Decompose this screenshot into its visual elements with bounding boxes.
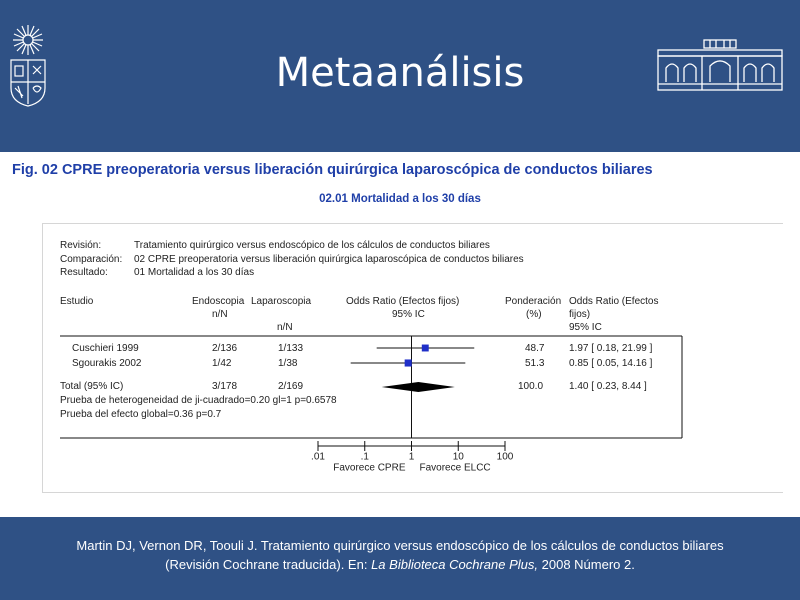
col-header-odds-ratio: Odds Ratio (Efectos fijos)	[346, 296, 460, 307]
x-axis-tick-label: .1	[360, 451, 369, 463]
figure-subtitle: 02.01 Mortalidad a los 30 días	[319, 193, 481, 205]
x-axis-tick-label: .01	[311, 451, 325, 463]
col-header-endoscopia-nn: n/N	[212, 309, 228, 320]
figure-title: Fig. 02 CPRE preoperatoria versus liberación quirúrgica laparoscópica de conductos biliares	[12, 162, 653, 178]
total-weight: 100.0	[518, 381, 544, 392]
col-header-estudio: Estudio	[60, 296, 94, 307]
col-header-laparoscopia-nn: n/N	[277, 322, 293, 333]
row-ci-text: 0.85 [ 0.05, 14.16 ]	[569, 358, 653, 369]
col-header-laparoscopia: Laparoscopia	[251, 296, 312, 307]
col-header-ponderacion: Ponderación	[505, 296, 562, 307]
resultado-label: Resultado:	[60, 267, 108, 278]
total-lap-nn: 2/169	[278, 381, 304, 392]
total-ci-text: 1.40 [ 0.23, 8.44 ]	[569, 381, 647, 392]
favorece-elcc-label: Favorece ELCC	[419, 462, 491, 474]
citation-issue: 2008 Número 2.	[541, 557, 635, 572]
revision-label: Revisión:	[60, 240, 102, 251]
row-ci-text: 1.97 [ 0.18, 21.99 ]	[569, 343, 653, 354]
comparacion-label: Comparación:	[60, 254, 123, 265]
resultado-value: 01 Mortalidad a los 30 días	[134, 267, 255, 278]
slide-title: Metaanálisis	[275, 50, 525, 96]
comparacion-value: 02 CPRE preoperatoria versus liberación quirúrgica laparoscópica de conductos biliares	[134, 254, 524, 265]
x-axis-tick-label: 10	[452, 451, 464, 463]
citation-journal: La Biblioteca Cochrane Plus,	[371, 557, 539, 572]
row-endo-nn: 1/42	[212, 358, 232, 369]
row-weight: 48.7	[525, 343, 545, 354]
row-lap-nn: 1/38	[278, 358, 298, 369]
row-weight: 51.3	[525, 358, 545, 369]
favorece-cpre-label: Favorece CPRE	[333, 462, 406, 474]
col-header-odds-ratio-2-ic: 95% IC	[569, 322, 602, 333]
col-header-odds-ratio-2: Odds Ratio (Efectos	[569, 296, 659, 307]
row-lap-nn: 1/133	[278, 343, 304, 354]
row-endo-nn: 2/136	[212, 343, 238, 354]
total-label: Total (95% IC)	[60, 381, 124, 392]
revision-value: Tratamiento quirúrgico versus endoscópico de los cálculos de conductos biliares	[134, 240, 490, 251]
row-study-name: Sgourakis 2002	[72, 358, 142, 369]
overall-effect-test: Prueba del efecto global=0.36 p=0.7	[60, 409, 222, 420]
col-header-odds-ratio-2b: fijos)	[569, 309, 591, 320]
x-axis-tick-label: 100	[496, 451, 514, 463]
row-study-name: Cuschieri 1999	[72, 343, 139, 354]
citation	[20, 536, 780, 574]
heterogeneity-test: Prueba de heterogeneidad de ji-cuadrado=0.20 gl=1 p=0.6578	[60, 395, 337, 406]
col-header-endoscopia: Endoscopia	[192, 296, 245, 307]
citation-source: (Revisión Cochrane traducida). En:	[165, 557, 368, 572]
total-endo-nn: 3/178	[212, 381, 238, 392]
col-header-ponderacion-unit: (%)	[526, 309, 542, 320]
x-axis-tick-label: 1	[408, 451, 415, 463]
col-header-odds-ratio-ic: 95% IC	[392, 309, 425, 320]
citation-authors: Martin DJ, Vernon DR, Toouli J. Tratamiento quirúrgico versus endoscópico de los cálculos de conductos biliares	[76, 538, 724, 553]
